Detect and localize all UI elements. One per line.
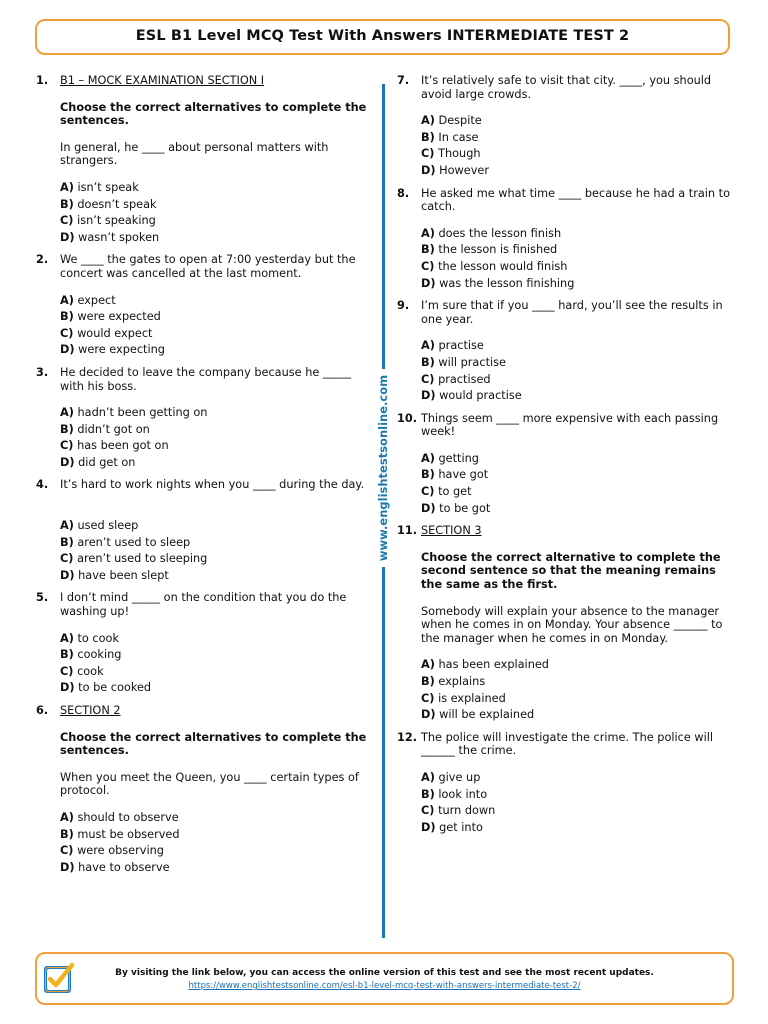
option-b: B) cooking [60,648,122,662]
option-b: B) aren’t used to sleep [60,535,191,549]
option-d: D) wasn’t spoken [60,230,160,244]
question-10 [397,412,737,519]
option-c: C) Though [421,147,481,161]
question-4 [36,478,376,585]
option-a: A) to cook [60,631,120,645]
option-c: C) aren’t used to sleeping [60,552,208,566]
online-test-link[interactable]: https://www.englishtestsonline.com/esl-b1-level-mcq-test-with-answers-intermediate-test-2/ [188,981,581,991]
question-5 [36,591,376,698]
question-2 [36,253,376,360]
option-b: B) explains [421,675,486,688]
question-number: 12. [397,730,418,744]
question-9 [397,299,737,406]
page-title [35,19,730,55]
question-number: 9. [397,299,410,313]
option-c: C) turn down [421,804,496,818]
option-b: B) In case [421,130,479,144]
option-b: B) the lesson is finished [421,243,558,257]
option-d: D) were expecting [60,343,165,357]
question-12 [397,731,737,838]
question-number: 6. [36,704,49,717]
question-1 [36,74,376,247]
section-title: SECTION 2 [60,704,121,717]
option-a: A) isn’t speak [60,180,139,194]
option-b: B) have got [421,468,489,482]
right-column [397,74,737,843]
option-a: A) should to observe [60,810,179,824]
option-b: B) look into [421,787,488,801]
option-d: D) have to observe [60,860,170,874]
question-text: Somebody will explain your absence to the manager when he comes in on Monday. Your absence ______ to the manager when he comes in on Monday. [421,604,723,645]
option-d: D) was the lesson finishing [421,276,575,290]
option-d: D) However [421,163,490,177]
option-a: A) expect [60,293,116,307]
option-b: B) were expected [60,310,161,324]
question-text: I don’t mind _____ on the condition that you do the washing up! [60,591,347,619]
option-a: A) getting [421,451,479,465]
option-c: C) would expect [60,326,153,340]
option-c: C) practised [421,372,491,386]
question-7 [397,74,737,181]
question-text: Things seem ____ more expensive with each passing week! [421,411,719,439]
option-a: A) used sleep [60,519,139,533]
option-d: D) get into [421,820,483,834]
option-a: A) does the lesson finish [421,226,562,240]
left-column [36,74,376,883]
question-text: The police will investigate the crime. The police will ______ the crime. [421,730,714,758]
option-d: D) to be got [421,501,491,515]
site-watermark: www.englishtestsonline.com [377,369,391,567]
footer-text: By visiting the link below, you can access the online version of this test and see the most recent updates. [115,968,654,978]
question-text: It’s relatively safe to visit that city. ____, you should avoid large crowds. [421,74,712,101]
option-a: A) Despite [421,114,482,128]
question-6 [36,704,376,877]
question-number: 5. [36,591,49,605]
option-c: C) to get [421,485,472,499]
question-number: 4. [36,478,49,492]
option-a: A) has been explained [421,658,549,672]
question-8 [397,187,737,294]
question-number: 1. [36,74,49,87]
section-title: SECTION 3 [421,524,482,538]
option-c: C) has been got on [60,439,169,453]
question-text: When you meet the Queen, you ____ certain types of protocol. [60,770,359,798]
option-a: A) hadn’t been getting on [60,406,208,420]
question-11 [397,524,737,725]
option-d: D) would practise [421,389,522,403]
question-number: 2. [36,253,49,267]
question-text: He asked me what time ____ because he had a train to catch. [421,186,731,214]
section-title: B1 – MOCK EXAMINATION SECTION I [60,74,265,87]
option-b: B) will practise [421,355,506,369]
option-c: C) were observing [60,844,164,858]
question-text: We ____ the gates to open at 7:00 yesterday but the concert was cancelled at the last moment. [60,253,356,280]
option-d: D) will be explained [421,708,535,722]
option-c: C) isn’t speaking [60,214,156,228]
instruction: Choose the correct alternatives to complete the sentences. [60,100,367,128]
option-b: B) doesn’t speak [60,197,157,211]
option-b: B) must be observed [60,827,180,841]
question-text: He decided to leave the company because he _____ with his boss. [60,365,352,393]
question-number: 7. [397,74,410,87]
question-text: In general, he ____ about personal matters with strangers. [60,140,329,168]
option-a: A) give up [421,770,481,784]
option-d: D) to be cooked [60,681,152,695]
page-title-text: ESL B1 Level MCQ Test With Answers INTERMEDIATE TEST 2 [135,28,630,45]
question-3 [36,366,376,473]
question-text: It’s hard to work nights when you ____ during the day. [60,478,365,492]
footer [35,952,734,1005]
question-number: 11. [397,524,418,538]
option-c: C) is explained [421,691,506,705]
instruction: Choose the correct alternative to complete the second sentence so that the meaning remains the same as the first. [421,550,721,592]
option-c: C) the lesson would finish [421,259,568,273]
option-a: A) practise [421,339,484,353]
option-d: D) did get on [60,455,136,469]
question-number: 8. [397,186,410,200]
question-text: I’m sure that if you ____ hard, you’ll see the results in one year. [421,299,723,326]
option-c: C) cook [60,664,104,678]
option-b: B) didn’t got on [60,422,150,436]
question-number: 10. [397,411,418,425]
option-d: D) have been slept [60,568,169,582]
instruction: Choose the correct alternatives to complete the sentences. [60,730,367,758]
question-number: 3. [36,365,49,379]
